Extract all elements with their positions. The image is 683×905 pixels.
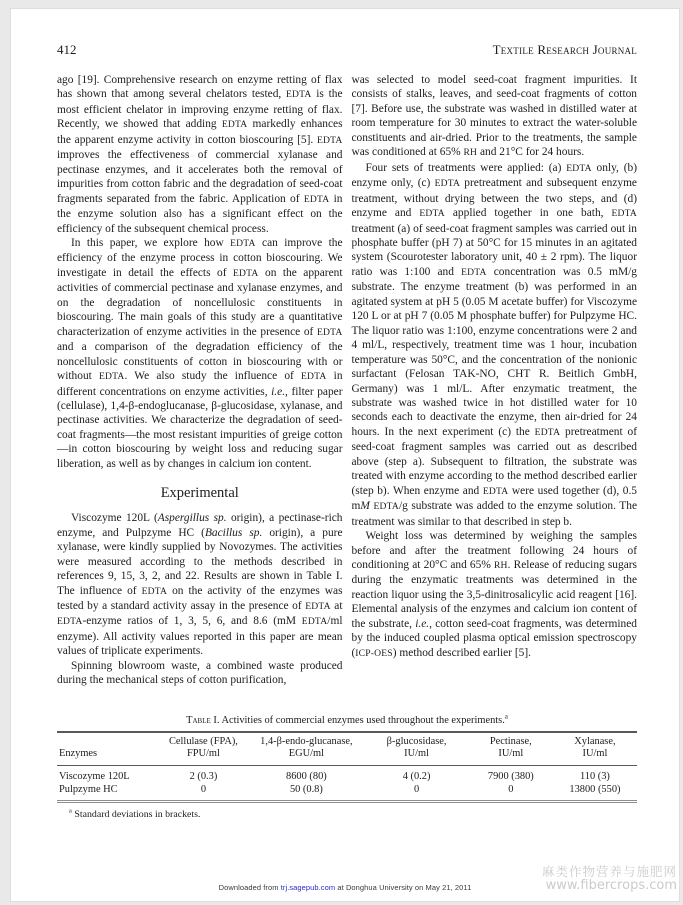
- watermark-chinese-line: 麻类作物营养与施肥网: [541, 864, 677, 879]
- column-header-endoglucanase: 1,4-β-endo-glucanase, EGU/ml: [260, 735, 353, 760]
- right-column: [352, 73, 638, 688]
- table-1-block: [57, 715, 637, 820]
- watermark: [542, 865, 677, 893]
- watermark-url-line: www.fibercrops.com: [545, 878, 677, 893]
- journal-page: [10, 8, 680, 902]
- paragraph: ago [19]. Comprehensive research on enzyme retting of flax has shown that among several chelators tested, EDTA is the most efficient chelator in improving enzyme retting of flax. Recently, we showed that adding EDTA markedly enhances the apparent enzyme activity in cotton bioscouring [5]. EDTA improves the effectiveness of commercial xylanase and pectinase enzymes, and it accelerates both the removal of impurities from cotton fabric and the degradation of seed-coat fragments separated from the fabric. Application of EDTA in the enzyme solution also has a significant effect on the efficiency of the subsequent chemical process.: [57, 74, 343, 235]
- column-header-glucosidase: β-glucosidase, IU/ml: [386, 735, 447, 760]
- two-column-body: [57, 73, 637, 688]
- column-header-cellulase: Cellulase (FPA), FPU/ml: [169, 735, 238, 760]
- paragraph: Weight loss was determined by weighing the samples before and after the treatment following 24 hours of conditioning at 20°C and 65% RH. Release of reducing sugars during the enzymatic treatments was determined in the reaction liquor using the 3,5-dinitrosalicylic acid reagent [16]. Elemental analysis of the enzymes and calcium ion content of the substrate, i.e., cotton seed-coat fragments, was determined by the induced coupled plasma optical emission spectroscopy (ICP-OES) method described earlier [5].: [351, 530, 638, 659]
- paragraph: Four sets of treatments were applied: (a) EDTA only, (b) enzyme only, (c) EDTA pretreatment and subsequent enzyme treatment, without drying between the two steps, and (d) enzyme and EDTA applied together in one bath, EDTA treatment (a) of seed-coat fragment samples was carried out in phosphate buffer (pH 7) at 50°C for 15 minutes in an agitated system (Scourotester laboratory unit, 40 ± 2 rpm). The liquor ratio was 1:100 and EDTA concentration was 0.5 mM/g substrate. The enzyme treatment (b) was performed in an agitated system at pH 5 (0.05 M acetate buffer) for Viscozyme 120 L or at pH 7 (0.05 M phosphate buffer) for Pulpzyme HC. The liquor ratio was 1:100, enzyme concentrations were 2 and 4 ml/L, respectively, treatment time was 1 hour, incubation temperature was 50°C, and the concentration of the nonionic surfactant (Felosan TAK-NO, CHT R. Beitlich GmbH, Germany) was 1 ml/L. After enzymatic treatment, the substrate was washed twice in hot distilled water for 10 seconds each to deactivate the enzyme, then air-dried for 24 hours. In the next experiment (c) the EDTA pretreatment of seed-coat fragment samples was carried out as described above (step a). Subsequent to filtration, the substrate was treated with enzyme according to the method described earlier (step b). When enzyme and EDTA were used together (d), 0.5 mM EDTA/g substrate was added to the enzyme solution. The treatment was similar to that described in step b.: [351, 161, 638, 528]
- footer-prefix: Downloaded from: [218, 883, 281, 892]
- paragraph: was selected to model seed-coat fragment impurities. It consists of stalks, leaves, and seed-coat fragments of cotton [7]. Before use, the substrate was washed in distilled water at room temperature for 30 minutes to extract the water-soluble constituents and air-dried. Prior to the treatments, the sample was conditioned at 65% RH and 21°C for 24 hours.: [351, 74, 637, 159]
- journal-title: Textile Research Journal: [492, 42, 637, 57]
- footer-suffix: at Donghua University on May 21, 2011: [335, 883, 472, 892]
- table-row: Viscozyme 120L 2 (0.3) 8600 (80) 4 (0.2) 7900 (380) 110 (3): [59, 770, 610, 782]
- running-head: [57, 42, 637, 58]
- table-caption: Table I. Activities of commercial enzymes used throughout the experiments.$^a$: [186, 713, 508, 726]
- enzyme-activity-table: [57, 731, 637, 803]
- paragraph: In this paper, we explore how EDTA can improve the efficiency of the enzyme process in cotton bioscouring. We investigate in detail the effects of EDTA on the apparent activities of commercial pectinase and xylanase enzymes, and on the degradation of noncellulosic constituents in bioscouring. The main goals of this study are a quantitative characterization of enzyme activities in the presence of EDTA and a comparison of the degradation efficiency of the noncellulosic constituents of cotton in bioscouring with or without EDTA. We also study the influence of EDTA in different concentrations on enzyme activities, i.e., filter paper (cellulase), 1,4-β-endoglucanase, β-glucosidase, xylanase, and pectinase activities. We characterize the degradation of seed-coat fragments—the most resistant impurities of greige cotton—in cotton bioscouring by weight loss and reducing sugar liberation, as well as by changes in calcium ion content.: [57, 236, 343, 470]
- table-footnote: $^a$ Standard deviations in brackets.: [69, 807, 201, 820]
- left-column: [57, 73, 343, 688]
- table-row: Pulpzyme HC 0 50 (0.8) 0 0 13800 (550): [57, 783, 637, 801]
- sagepub-link[interactable]: trj.sagepub.com: [280, 883, 336, 892]
- column-header-pectinase: Pectinase, IU/ml: [489, 735, 532, 760]
- table-header-row: [57, 732, 637, 766]
- column-header-enzymes: Enzymes: [59, 748, 98, 760]
- paragraph: Viscozyme 120L (Aspergillus sp. origin), a pectinase-rich enzyme, and Pulpzyme HC (Bacillus sp. origin), a pure xylanase, were kindly supplied by Novozymes. The activities were measured according to the methods described in references 9, 15, 3, 2, and 22. Results are shown in Table I. The influence of EDTA on the activity of the enzymes was tested by a standard activity assay in the presence of EDTA at EDTA-enzyme ratios of 1, 3, 5, 6, and 8.6 (mM EDTA/ml enzyme). All activity values reported in this paper are mean values of triplicate experiments.: [57, 512, 343, 658]
- column-header-xylanase: Xylanase, IU/ml: [574, 735, 616, 760]
- paragraph: Spinning blowroom waste, a combined waste produced during the mechanical steps of cotton purification,: [57, 659, 343, 687]
- section-heading-experimental: Experimental: [160, 485, 239, 502]
- page-number: 412: [57, 42, 77, 57]
